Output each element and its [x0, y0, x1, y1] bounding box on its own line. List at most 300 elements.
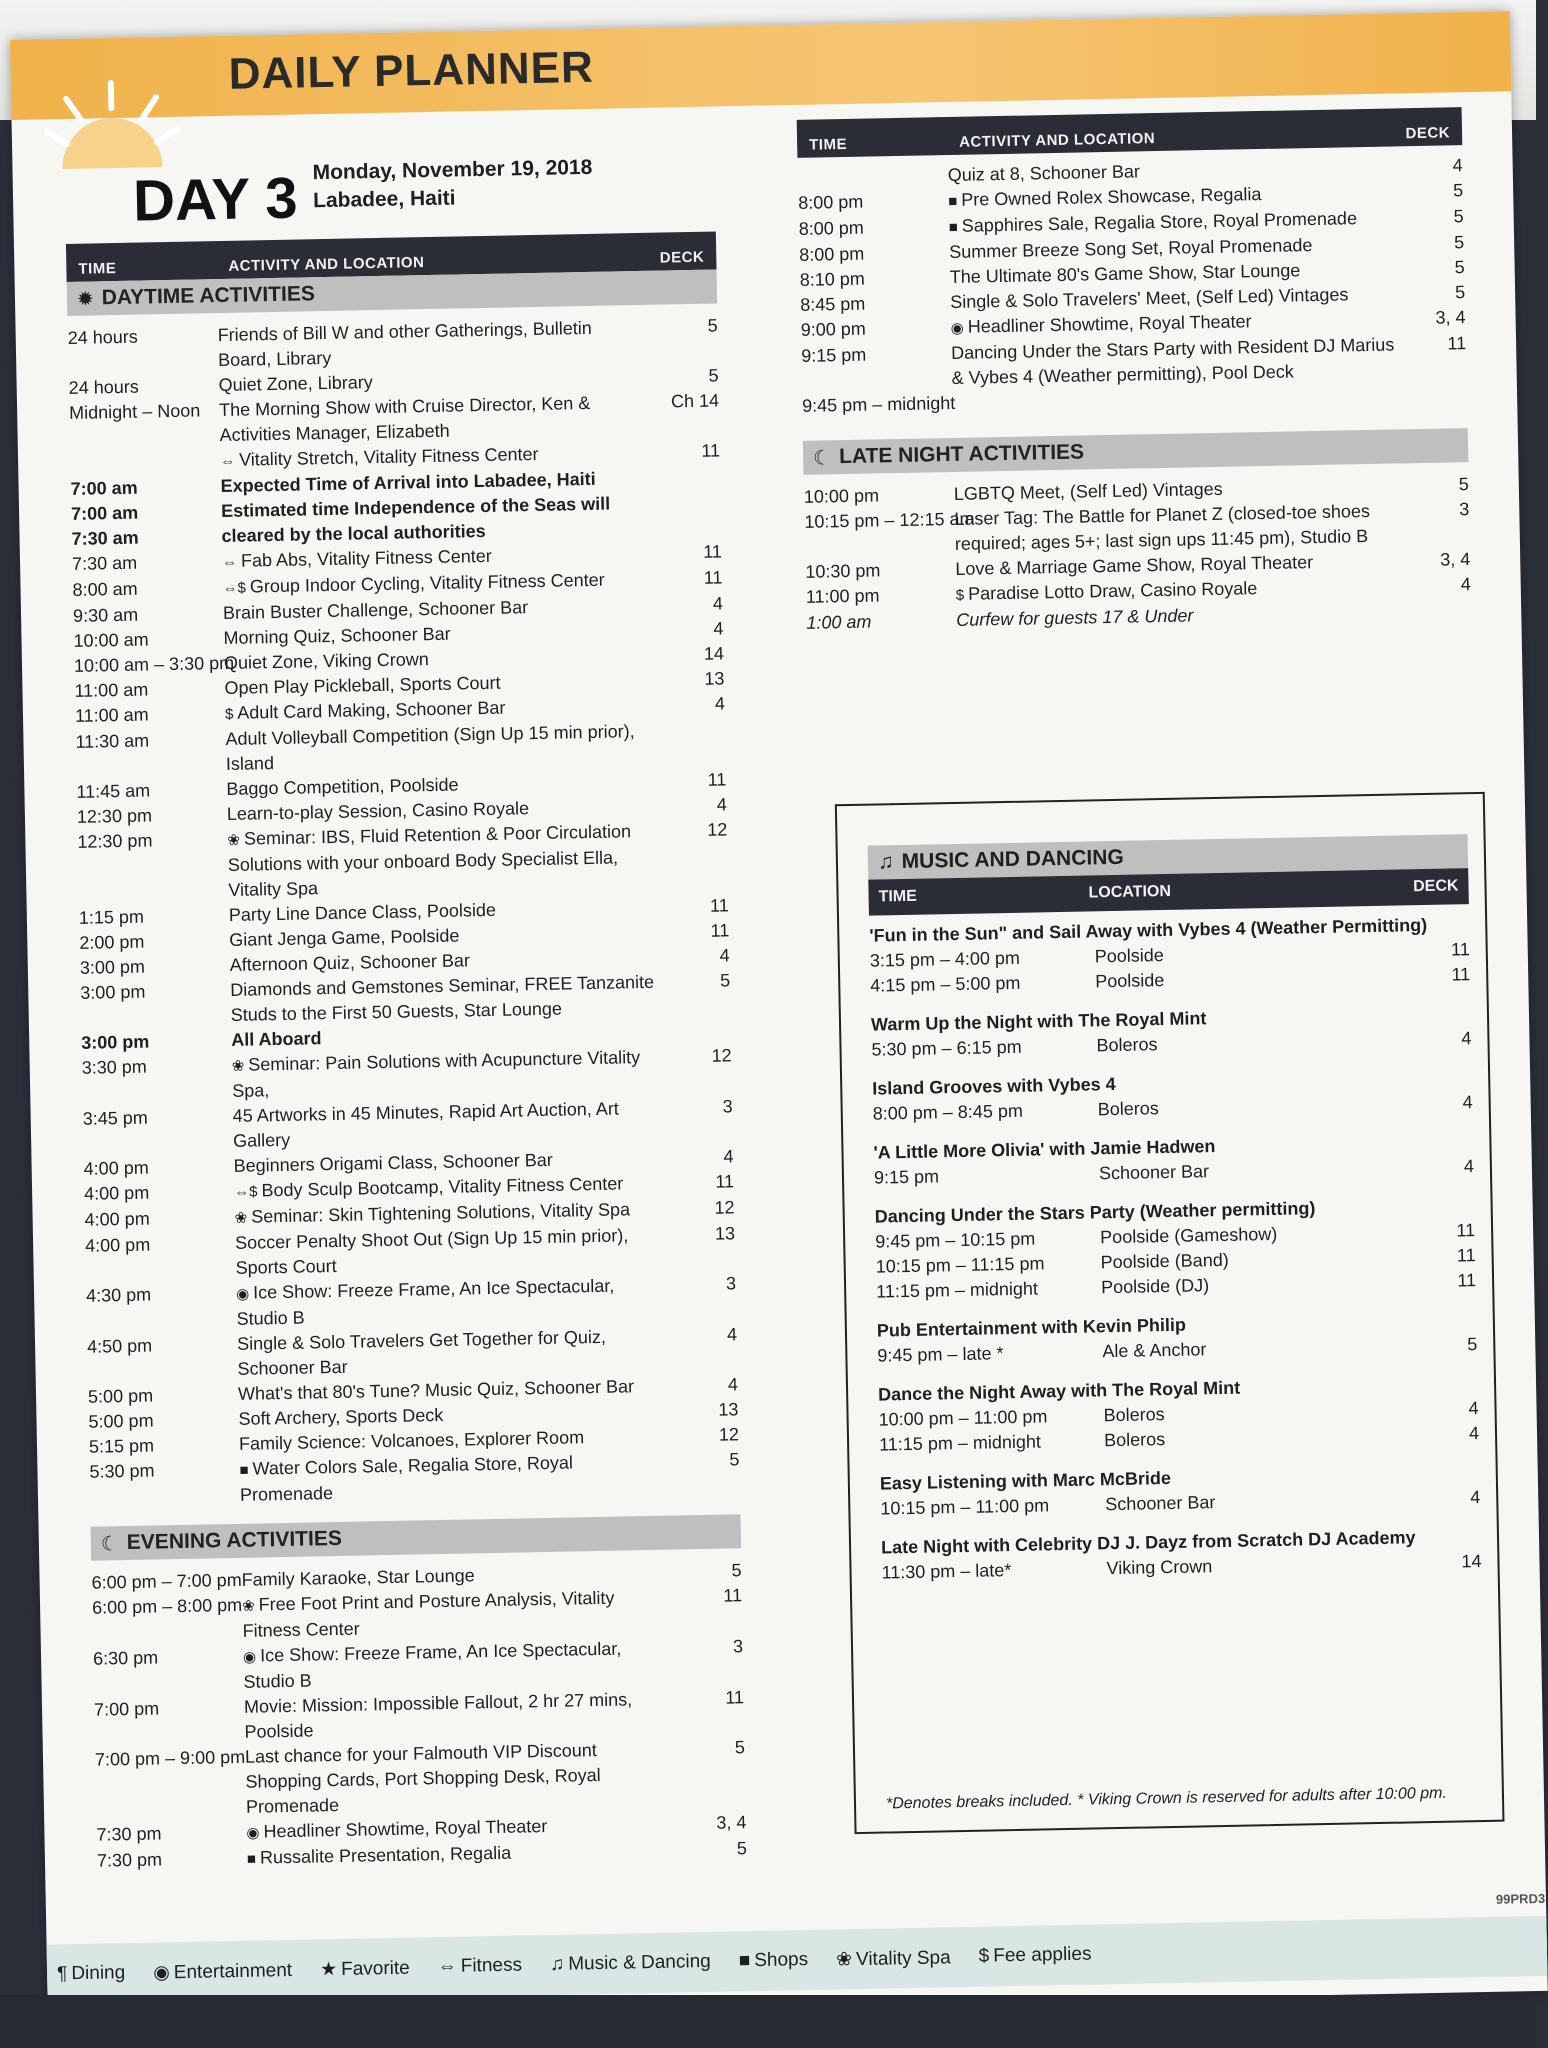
legend-label: Dining [71, 1962, 126, 1985]
activity-text: Love & Marriage Game Show, Royal Theater [955, 552, 1314, 579]
activity-deck: 4 [1460, 574, 1471, 595]
activity-time: 7:00 am [70, 502, 139, 524]
activity-name [237, 1323, 678, 1381]
activity-deck: 4 [726, 1324, 738, 1345]
activity-deck: 4 [727, 1374, 739, 1395]
activity-name [951, 332, 1407, 391]
activity-deck: 3, 4 [1435, 307, 1466, 328]
activity-name [225, 719, 666, 777]
activity-icon: ❀ [234, 1209, 248, 1227]
legend-icon: ◉ [153, 1961, 171, 1984]
activity-deck: 4 [713, 618, 724, 639]
music-location: Schooner Bar [1105, 1492, 1216, 1515]
activity-text: Dancing Under the Stars Party with Resident DJ Marius & Vybes 4 (Weather permitting), Pool Deck [950, 334, 1395, 388]
music-deck: 4 [1468, 1398, 1479, 1419]
music-group [873, 1129, 1474, 1191]
background-strip [0, 1995, 1536, 2048]
activity-icon: ■ [948, 192, 958, 211]
activity-time: 7:30 pm [96, 1823, 162, 1845]
activity-text: Headliner Showtime, Royal Theater [263, 1816, 548, 1842]
music-group [877, 1307, 1478, 1369]
activity-deck: 12 [714, 1197, 735, 1218]
activity-time: 6:00 pm – 8:00 pm [91, 1594, 243, 1618]
activity-text: Learn-to-play Session, Casino Royale [226, 798, 530, 824]
activity-row [77, 817, 728, 905]
activity-time: 3:00 pm [79, 956, 146, 978]
activity-deck: 5 [1454, 257, 1465, 278]
activity-name [217, 315, 658, 373]
activity-icon: $ [955, 586, 965, 604]
activity-text: The Ultimate 80's Game Show, Star Lounge [949, 260, 1301, 288]
activity-time: 11:45 am [76, 780, 151, 802]
music-time: 8:00 pm – 8:45 pm [872, 1100, 1024, 1124]
port-text: Labadee, Haiti [312, 186, 456, 213]
activity-deck [665, 717, 725, 718]
header-deck: DECK [1413, 877, 1459, 896]
activity-deck: 4 [714, 693, 726, 714]
activity-text: Brain Buster Challenge, Schooner Bar [222, 597, 529, 624]
activity-deck [671, 1018, 731, 1019]
music-group-title: 'Fun in the Sun" and Sail Away with Vybes 4 (Weather Permitting) [869, 914, 1428, 946]
activity-icon: ■ [239, 1461, 249, 1479]
activity-text: All Aboard [231, 1028, 322, 1050]
activity-deck: 5 [1458, 474, 1469, 495]
header-location: LOCATION [1088, 882, 1172, 902]
music-location: Boleros [1103, 1429, 1166, 1451]
legend-label: Favorite [340, 1957, 410, 1980]
activity-time: 3:30 pm [81, 1056, 147, 1078]
activity-deck [1407, 381, 1467, 382]
legend-label: Entertainment [173, 1959, 293, 1983]
activity-text: Fab Abs, Vitality Fitness Center [240, 545, 492, 571]
activity-deck: 13 [714, 1223, 736, 1244]
activity-text: Water Colors Sale, Regalia Store, Royal Promenade [239, 1452, 574, 1505]
activity-text: Quiet Zone, Viking Crown [223, 649, 429, 674]
music-group-title: Dance the Night Away with The Royal Mint [877, 1377, 1241, 1405]
activity-deck [1411, 598, 1471, 599]
left-column [66, 231, 747, 1874]
activity-deck: 4 [719, 945, 730, 966]
activity-time: 3:00 pm [81, 1031, 150, 1053]
activity-text: Single & Solo Travelers' Meet, (Self Led) Vintages [950, 284, 1349, 312]
activity-text: Sapphires Sale, Regalia Store, Royal Promenade [961, 208, 1358, 236]
activity-name [232, 1095, 673, 1153]
activity-time: 3:00 pm [80, 981, 146, 1003]
music-location: Ale & Anchor [1102, 1339, 1207, 1362]
music-group [875, 1193, 1477, 1305]
activity-name [227, 819, 668, 903]
activity-text: Vitality Stretch, Vitality Fitness Center [238, 443, 539, 470]
day-label: DAY 3 [132, 165, 299, 234]
activity-text: Soft Archery, Sports Deck [238, 1404, 444, 1429]
section-late-night [803, 428, 1469, 475]
activity-text: Seminar: Pain Solutions with Acupuncture Vitality Spa, [232, 1047, 641, 1101]
activity-deck: 14 [703, 643, 725, 664]
activity-deck: 5 [736, 1838, 748, 1859]
activity-icon: ❀ [231, 1057, 245, 1075]
music-deck: 4 [1461, 1028, 1472, 1049]
activity-time: 7:00 am [70, 477, 138, 499]
daily-planner-page [10, 11, 1548, 2019]
header-activity: ACTIVITY AND LOCATION [228, 254, 425, 275]
music-time: 9:45 pm – late * [877, 1343, 1004, 1366]
activity-deck: 3 [732, 1636, 744, 1657]
activity-deck: 3 [1459, 499, 1470, 520]
activity-time: 10:15 pm – 12:15 am [804, 508, 975, 532]
activity-deck: 5 [1454, 282, 1466, 303]
activity-text: Family Karaoke, Star Lounge [241, 1565, 475, 1590]
activity-deck [660, 464, 720, 465]
activity-text: Diamonds and Gemstones Seminar, FREE Tanzanite Studs to the First 50 Guests, Star Lounge [230, 971, 655, 1025]
music-group [880, 1460, 1481, 1522]
music-note-icon: ♫ [877, 850, 894, 874]
activity-time: 8:10 pm [799, 268, 865, 290]
activity-time: 4:30 pm [85, 1284, 152, 1306]
music-deck: 4 [1470, 1487, 1481, 1508]
activity-text: cleared by the local authorities [221, 520, 486, 547]
activity-text: The Morning Show with Cruise Director, Ken & Activities Manager, Elizabeth [218, 392, 591, 446]
activity-time: 11:00 am [74, 704, 149, 726]
activity-time: 7:30 am [71, 527, 139, 549]
legend-icon: ❀ [835, 1948, 853, 1970]
activity-deck: 12 [711, 1045, 732, 1066]
activity-icon: ❀ [227, 831, 241, 849]
music-group-title: Easy Listening with Marc McBride [879, 1467, 1172, 1494]
music-time: 4:15 pm – 5:00 pm [870, 972, 1021, 996]
activity-text: Ice Show: Freeze Frame, An Ice Spectacular, Studio B [243, 1638, 622, 1692]
activity-time: 4:50 pm [86, 1335, 153, 1357]
activity-text: Free Foot Print and Posture Analysis, Vitality Fitness Center [242, 1587, 615, 1641]
activity-text: Last chance for your Falmouth VIP Discount Shopping Cards, Port Shopping Desk, Royal Promenade [244, 1740, 601, 1817]
music-group [869, 912, 1470, 999]
activity-deck: 4 [712, 593, 724, 614]
activity-name [245, 1736, 686, 1819]
legend-label: Fee applies [993, 1943, 1092, 1967]
header-deck: DECK [1405, 124, 1451, 143]
evening-list [91, 1558, 747, 1874]
legend-item [550, 1951, 711, 1976]
music-location: Poolside [1095, 970, 1165, 992]
music-location: Boleros [1103, 1404, 1165, 1426]
activity-time: 11:30 am [75, 730, 150, 752]
activity-icon: ❀ [241, 1597, 255, 1615]
activity-deck: 3, 4 [1440, 549, 1471, 570]
activity-deck: 3, 4 [716, 1812, 747, 1833]
table-header [797, 107, 1463, 158]
activity-time: 5:00 pm [87, 1385, 154, 1407]
music-time: 10:00 pm – 11:00 pm [878, 1406, 1048, 1430]
activity-text: LGBTQ Meet, (Self Led) Vintages [953, 478, 1223, 504]
activity-time [798, 163, 948, 166]
activity-text: Afternoon Quiz, Schooner Bar [229, 950, 471, 975]
music-group-title: Late Night with Celebrity DJ J. Dayz from Scratch DJ Academy [880, 1527, 1416, 1558]
header-time: TIME [809, 135, 848, 154]
music-group-title: Island Grooves with Vybes 4 [872, 1073, 1116, 1099]
music-group [881, 1524, 1482, 1586]
music-time: 10:15 pm – 11:00 pm [880, 1495, 1050, 1519]
day-info [312, 154, 593, 215]
music-deck: 11 [1451, 964, 1471, 985]
legend-item [320, 1956, 410, 1981]
music-group [871, 1001, 1472, 1063]
header-deck: DECK [659, 248, 705, 267]
activity-text: Adult Card Making, Schooner Bar [237, 697, 506, 723]
activity-deck: 11 [701, 440, 721, 461]
activity-time: 4:00 pm [83, 1182, 150, 1204]
activity-deck: 5 [1452, 180, 1464, 201]
activity-time: 8:45 pm [800, 293, 866, 315]
activity-time: 9:45 pm – midnight [801, 392, 956, 416]
activity-name [244, 1686, 685, 1744]
music-location: Poolside (DJ) [1100, 1275, 1210, 1298]
music-time: 11:15 pm – midnight [875, 1278, 1039, 1302]
header-activity: ACTIVITY AND LOCATION [958, 130, 1156, 151]
activity-text: Baggo Competition, Poolside [226, 774, 459, 799]
activity-time: 12:30 pm [77, 830, 153, 852]
planner-title: DAILY PLANNER [228, 42, 595, 99]
activity-deck: 11 [715, 1171, 735, 1192]
activity-time: 4:00 pm [83, 1157, 149, 1179]
activity-deck: 4 [716, 794, 727, 815]
moon-icon: ☾ [100, 1532, 120, 1556]
activity-icon: ⇔ [221, 553, 238, 572]
activity-time: 2:00 pm [79, 931, 145, 953]
header-time: TIME [78, 260, 117, 278]
activity-time: 1:00 am [806, 611, 872, 633]
music-deck: 4 [1463, 1156, 1475, 1177]
activity-text: Single & Solo Travelers Get Together for Quiz, Schooner Bar [236, 1326, 607, 1379]
activity-text: Expected Time of Arrival into Labadee, Haiti [220, 468, 596, 497]
activity-deck: 12 [718, 1424, 740, 1445]
activity-deck: 11 [703, 567, 723, 588]
activity-deck: 5 [719, 970, 731, 991]
activity-time: 9:00 pm [800, 318, 866, 340]
legend-item [153, 1958, 292, 1984]
activity-text: Beginners Origami Class, Schooner Bar [233, 1149, 553, 1176]
activity-icon: $ [224, 705, 234, 723]
legend-label: Music & Dancing [568, 1950, 711, 1975]
activity-text: Curfew for guests 17 & Under [956, 605, 1194, 630]
activity-text: Open Play Pickleball, Sports Court [224, 672, 501, 699]
activity-row [95, 1735, 746, 1822]
activity-deck: 11 [725, 1687, 745, 1708]
music-time: 3:15 pm – 4:00 pm [869, 947, 1021, 971]
legend-item [57, 1962, 126, 1985]
activity-text: 45 Artworks in 45 Minutes, Rapid Art Auction, Art Gallery [232, 1098, 620, 1151]
music-time: 10:15 pm – 11:15 pm [875, 1253, 1045, 1277]
music-deck: 4 [1468, 1423, 1480, 1444]
activity-time: 11:00 pm [805, 585, 880, 607]
print-code: 99PRD3 [1495, 1890, 1546, 1907]
activity-time: 10:00 am – 3:30 pm [73, 652, 235, 676]
music-time: 11:30 pm – late* [881, 1560, 1012, 1583]
activity-text: Paradise Lotto Draw, Casino Royale [967, 578, 1258, 604]
activity-text: Quiet Zone, Library [218, 372, 373, 396]
activity-time: 8:00 am [72, 578, 138, 600]
activity-name [235, 1222, 676, 1280]
activity-name [239, 1448, 680, 1507]
right-column [797, 107, 1472, 636]
section-evening [91, 1514, 742, 1560]
activity-name [236, 1272, 677, 1331]
activity-icon: ◉ [950, 319, 964, 337]
section-title: EVENING ACTIVITIES [126, 1526, 343, 1555]
activity-deck: Ch 14 [670, 390, 720, 412]
activity-deck: 5 [729, 1449, 740, 1470]
music-time: 9:15 pm [873, 1166, 940, 1188]
music-time: 5:30 pm – 6:15 pm [871, 1036, 1022, 1060]
activity-text: Headliner Showtime, Royal Theater [967, 311, 1252, 337]
activity-time: 4:00 pm [84, 1208, 150, 1230]
activity-deck: 11 [709, 895, 729, 916]
music-list [869, 912, 1482, 1599]
date-text: Monday, November 19, 2018 [312, 155, 593, 185]
activity-deck: 11 [723, 1585, 743, 1606]
activity-time: 10:00 am [73, 629, 149, 651]
activity-time: 24 hours [68, 376, 139, 398]
activity-icon: ◉ [235, 1285, 250, 1303]
music-deck: 4 [1462, 1092, 1473, 1113]
legend-item [438, 1955, 523, 1979]
activity-name [230, 970, 671, 1028]
activity-deck: 11 [710, 920, 730, 941]
activity-time: 9:15 pm [801, 344, 867, 366]
music-deck: 5 [1467, 1334, 1478, 1355]
legend-icon: ★ [319, 1958, 338, 1980]
activity-time: 8:00 pm [798, 191, 864, 213]
activity-deck [661, 514, 721, 515]
activity-deck: 11 [1447, 333, 1467, 354]
activity-time: 24 hours [67, 326, 138, 348]
activity-text: Seminar: Skin Tightening Solutions, Vitality Spa [251, 1199, 631, 1227]
music-location: Schooner Bar [1098, 1161, 1210, 1184]
music-group-title: Dancing Under the Stars Party (Weather permitting) [874, 1198, 1316, 1227]
icon-legend [47, 1916, 1548, 2005]
activity-deck: 3 [725, 1273, 737, 1294]
activity-time: 9:30 am [72, 604, 139, 626]
sun-icon [41, 77, 183, 170]
activity-text: Russalite Presentation, Regalia [259, 1842, 512, 1868]
activity-icon: ◉ [246, 1824, 260, 1842]
music-deck: 11 [1450, 939, 1470, 960]
legend-label: Vitality Spa [855, 1946, 951, 1970]
activity-time: 4:00 pm [84, 1234, 151, 1256]
music-location: Boleros [1097, 1098, 1159, 1120]
activity-deck: 5 [1453, 232, 1465, 253]
activity-deck: 3 [722, 1096, 733, 1117]
music-group-title: Pub Entertainment with Kevin Philip [876, 1314, 1187, 1341]
activity-text: Soccer Penalty Shoot Out (Sign Up 15 min prior), Sports Court [234, 1225, 629, 1278]
footnote: *Denotes breaks included. * Viking Crown is reserved for adults after 10:00 pm. [885, 1784, 1447, 1813]
legend-icon: ⇔ [437, 1955, 457, 1978]
moon-icon: ☾ [812, 446, 832, 470]
activity-name [242, 1584, 683, 1643]
activity-name [243, 1635, 684, 1694]
music-time: 11:15 pm – midnight [878, 1431, 1042, 1455]
activity-deck: 11 [707, 769, 727, 790]
activity-text: Summer Breeze Song Set, Royal Promenade [949, 235, 1313, 263]
legend-icon: ■ [738, 1950, 751, 1972]
activity-time: 7:30 am [71, 552, 138, 574]
activity-deck: 12 [707, 819, 728, 840]
activity-text: Pre Owned Rolex Showcase, Regalia [961, 184, 1262, 210]
activity-deck: 4 [1452, 155, 1463, 176]
activity-icon: ⇔$ [222, 579, 247, 598]
music-group-title: Warm Up the Night with The Royal Mint [870, 1008, 1207, 1035]
activity-deck: 5 [708, 365, 719, 386]
gear-sun-icon: ✹ [76, 287, 94, 311]
music-group [872, 1065, 1473, 1127]
activity-deck [661, 489, 721, 490]
activity-time: 7:00 pm [93, 1698, 160, 1720]
activity-icon: ■ [948, 218, 958, 237]
music-deck: 14 [1461, 1551, 1482, 1572]
activity-icon: ⇔$ [234, 1183, 258, 1201]
activity-text: Adult Volleyball Competition (Sign Up 15 min prior), Island [225, 721, 635, 774]
activity-name [219, 390, 660, 448]
activity-text: Ice Show: Freeze Frame, An Ice Spectacular, Studio B [236, 1275, 615, 1329]
music-group [878, 1371, 1479, 1458]
legend-icon: $ [978, 1945, 990, 1967]
activity-time: 12:30 pm [76, 805, 153, 827]
legend-label: Shops [754, 1949, 809, 1972]
activity-time: 5:30 pm [89, 1460, 155, 1482]
activity-name [954, 498, 1410, 557]
legend-item [978, 1944, 1091, 1968]
activity-icon: ■ [246, 1850, 257, 1868]
activity-deck: 5 [734, 1737, 746, 1758]
legend-icon: ¶ [56, 1963, 68, 1985]
section-title: DAYTIME ACTIVITIES [101, 282, 316, 310]
legend-icon: ♫ [549, 1953, 565, 1975]
music-time: 9:45 pm – 10:15 pm [875, 1228, 1036, 1252]
activity-time: 8:00 pm [798, 217, 864, 239]
activity-deck: 11 [703, 541, 723, 562]
section-title: MUSIC AND DANCING [901, 845, 1124, 874]
activity-text: Friends of Bill W and other Gatherings, Bulletin Board, Library [217, 317, 593, 371]
music-dancing-box [835, 792, 1505, 1834]
music-location: Poolside [1094, 945, 1165, 967]
activity-text: Laser Tag: The Battle for Planet Z (closed-toe shoes required; ages 5+; last sign ups 11:45 pm), Studio B [954, 500, 1371, 554]
activity-time: 1:15 pm [78, 906, 145, 928]
activity-text: Seminar: IBS, Fluid Retention & Poor Circulation Solutions with your onboard Body Specialist Ella, Vitality Spa [227, 821, 632, 900]
late-night-list [804, 472, 1472, 636]
legend-item [836, 1946, 951, 1971]
activity-time: 7:30 pm [96, 1849, 163, 1871]
activity-time: 11:00 am [74, 679, 149, 701]
activity-deck: 5 [1453, 206, 1464, 227]
music-location: Viking Crown [1106, 1556, 1213, 1579]
activity-deck: 5 [707, 315, 718, 336]
daytime-list [68, 313, 741, 1510]
header-time: TIME [878, 887, 917, 906]
music-location: Poolside (Gameshow) [1099, 1223, 1278, 1248]
activity-text: Estimated time Independence of the Seas will [220, 493, 611, 522]
music-deck: 11 [1456, 1245, 1476, 1266]
legend-item [739, 1949, 809, 1972]
music-location: Boleros [1096, 1034, 1158, 1056]
activity-text: Giant Jenga Game, Poolside [229, 925, 460, 950]
activity-name [231, 1044, 672, 1103]
activity-text: What's that 80's Tune? Music Quiz, Schooner Bar [237, 1376, 635, 1404]
music-deck: 11 [1457, 1270, 1477, 1291]
activity-time: 5:00 pm [88, 1410, 154, 1432]
activity-time: 10:30 pm [805, 560, 881, 582]
activity-text: Movie: Mission: Impossible Fallout, 2 hr 27 mins, Poolside [243, 1689, 633, 1742]
activity-icon: ⇔ [219, 452, 236, 471]
activity-time: 6:00 pm – 7:00 pm [91, 1569, 242, 1593]
activity-text: Group Indoor Cycling, Vitality Fitness Center [249, 569, 605, 597]
